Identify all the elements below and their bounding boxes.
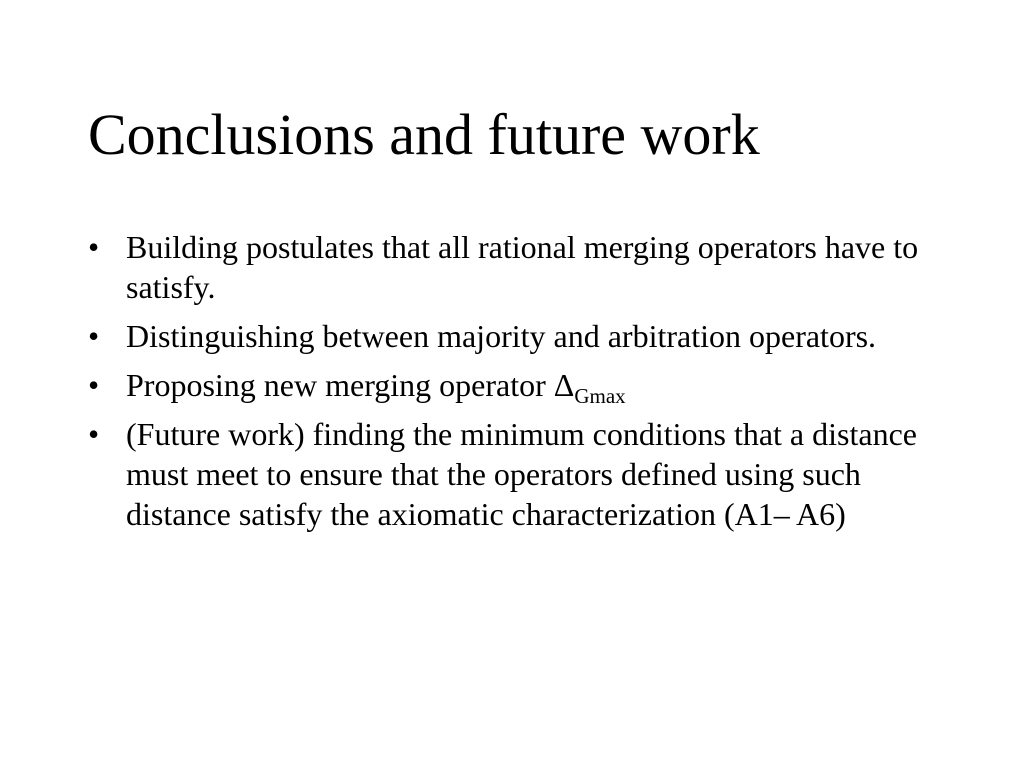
operator-subscript: Gmax: [574, 384, 626, 408]
bullet-list: [88, 227, 938, 543]
bullet-text: Building postulates that all rational merging operators have to satisfy.: [126, 229, 919, 305]
slide-title: Conclusions and future work: [88, 102, 760, 167]
bullet-text: Proposing new merging operator: [126, 367, 554, 403]
bullet-dot-icon: •: [88, 367, 100, 403]
bullet-dot-icon: •: [88, 229, 100, 265]
bullet-item-postulates: [88, 227, 938, 307]
bullet-dot-icon: •: [88, 318, 100, 354]
bullet-text: Distinguishing between majority and arbitration operators.: [126, 318, 877, 354]
bullet-dot-icon: •: [88, 416, 100, 452]
bullet-text: (Future work) finding the minimum conditions that a distance must meet to ensure that the operators defined using such distance satisfy the axiomatic characterization (A1– A6): [126, 416, 917, 532]
delta-symbol: Δ: [553, 367, 575, 403]
bullet-item-future-work: [88, 414, 938, 534]
bullet-item-majority-arbitration: [88, 316, 938, 356]
bullet-item-new-operator: [88, 365, 938, 408]
